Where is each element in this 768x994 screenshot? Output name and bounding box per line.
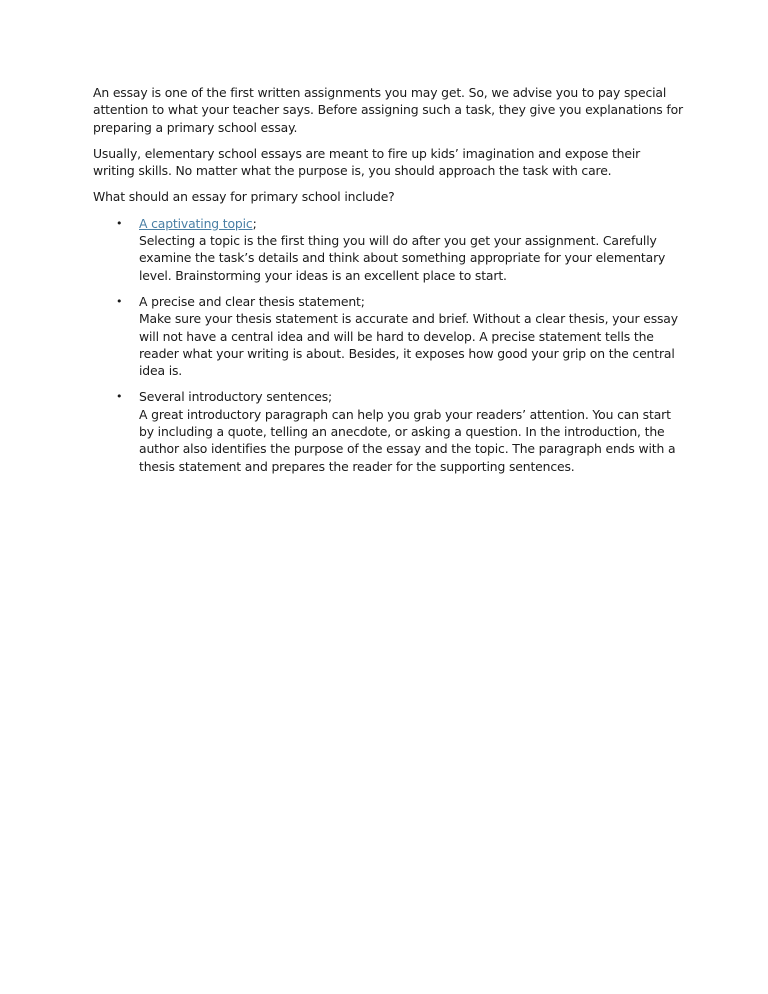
list-item-body: Make sure your thesis statement is accurate and brief. Without a clear thesis, your essay will not have a central idea and will be hard to develop. A precise statement tells the reader what your writing is about. Besides, it exposes how good your grip on the central idea is. [139,311,678,379]
question-paragraph: What should an essay for primary school include? [93,189,395,205]
bullet-icon: • [116,216,123,230]
heading-suffix: ; [252,215,257,231]
list-item [93,215,683,284]
bullet-icon: • [116,390,123,404]
captivating-topic-link[interactable]: A captivating topic [139,215,253,231]
list-item-body: A great introductory paragraph can help you grab your readers’ attention. You can start by including a quote, telling an anecdote, or asking a question. In the introduction, the author also identifies the purpose of the essay and the topic. The paragraph ends with a thesis statement and prepares the reader for the supporting sentences. [139,406,676,474]
list-item-heading: Several introductory sentences; [139,389,333,405]
list-item-heading [139,215,683,232]
intro-paragraph-1: An essay is one of the first written assignments you may get. So, we advise you to pay special attention to what your teacher says. Before assigning such a task, they give you explanations for preparing a primary school essay. [93,85,683,135]
list-item [93,388,683,474]
document-body [93,84,683,484]
list-item-body: Selecting a topic is the first thing you will do after you get your assignment. Carefully examine the task’s details and think about something appropriate for your elementary level. Brainstorming your ideas is an excellent place to start. [139,233,666,283]
intro-paragraph-2: Usually, elementary school essays are meant to fire up kids’ imagination and expose their writing skills. No matter what the purpose is, you should approach the task with care. [93,145,641,179]
list-item [93,293,683,379]
requirements-list [93,215,683,475]
bullet-icon: • [116,294,123,308]
list-item-heading: A precise and clear thesis statement; [139,293,365,309]
